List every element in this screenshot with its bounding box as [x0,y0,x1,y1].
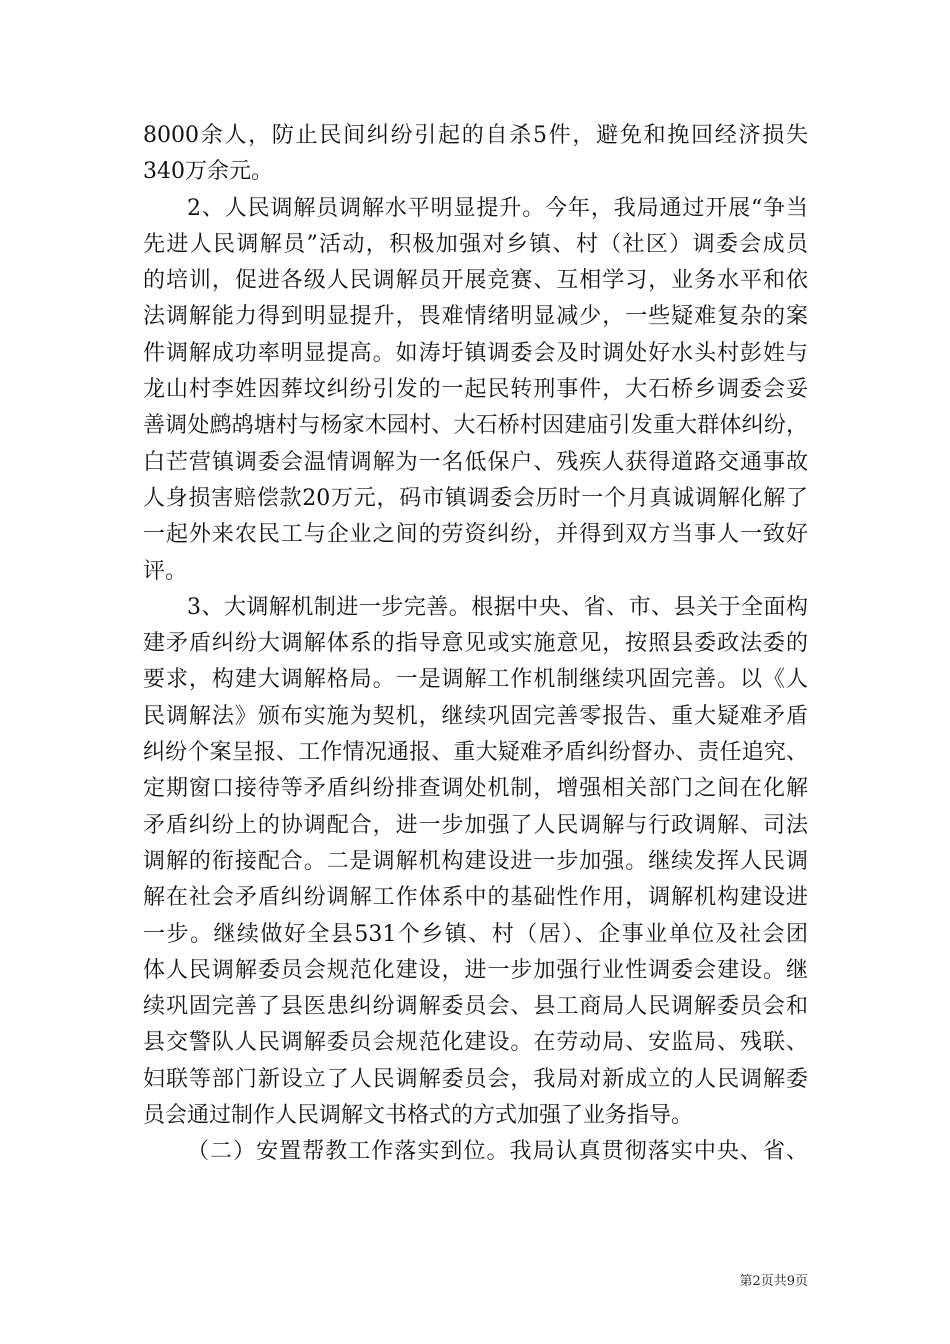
text-line: 一步。继续做好全县531个乡镇、村（居）、企事业单位及社会团 [143,921,808,947]
text-line: （二）安置帮教工作落实到位。我局认真贯彻落实中央、省、 [187,1139,808,1165]
text-line: 先进人民调解员”活动，积极加强对乡镇、村（社区）调委会成员 [143,231,808,257]
text-line: 善调处鹧鸪塘村与杨家木园村、大石桥村因建庙引发重大群体纠纷， [143,413,808,439]
document-body [143,118,808,1171]
text-line: 8000余人，防止民间纠纷引起的自杀5件，避免和挽回经济损失 [143,123,808,148]
text-line: 员会通过制作人民调解文书格式的方式加强了业务指导。 [143,1103,694,1129]
text-line: 矛盾纠纷上的协调配合，进一步加强了人民调解与行政调解、司法 [143,812,808,838]
text-line: 解在社会矛盾纠纷调解工作体系中的基础性作用，调解机构建设进 [143,885,808,911]
text-line: 定期窗口接待等矛盾纠纷排查调处机制，增强相关部门之间在化解 [143,776,808,802]
text-line: 龙山村李姓因葬坟纠纷引发的一起民转刑事件，大石桥乡调委会妥 [143,377,808,403]
text-line: 340万余元。 [143,159,273,185]
text-line: 民调解法》颁布实施为契机，继续巩固完善零报告、重大疑难矛盾 [143,703,808,729]
text-line: 妇联等部门新设立了人民调解委员会，我局对新成立的人民调解委 [143,1066,808,1092]
text-line: 评。 [143,558,188,584]
text-line: 人身损害赔偿款20万元，码市镇调委会历时一个月真诚调解化解了 [143,485,808,511]
text-line: 建矛盾纠纷大调解体系的指导意见或实施意见，按照县委政法委的 [143,631,808,657]
text-line: 纠纷个案呈报、工作情况通报、重大疑难矛盾纠纷督办、责任追究、 [143,740,808,766]
page-number: 第2页共9页 [739,1274,808,1289]
text-line: 一起外来农民工与企业之间的劳资纠纷，并得到双方当事人一致好 [143,522,808,548]
text-line: 要求，构建大调解格局。一是调解工作机制继续巩固完善。以《人 [143,667,808,693]
text-line: 续巩固完善了县医患纠纷调解委员会、县工商局人民调解委员会和 [143,994,808,1020]
text-line: 调解的衔接配合。二是调解机构建设进一步加强。继续发挥人民调 [143,848,808,874]
text-line: 的培训，促进各级人民调解员开展竞赛、互相学习，业务水平和依 [143,268,808,294]
text-line: 件调解成功率明显提高。如涛圩镇调委会及时调处好水头村彭姓与 [143,340,808,366]
text-line: 县交警队人民调解委员会规范化建设。在劳动局、安监局、残联、 [143,1030,808,1056]
text-line: 体人民调解委员会规范化建设，进一步加强行业性调委会建设。继 [143,957,808,983]
text-line: 法调解能力得到明显提升，畏难情绪明显减少，一些疑难复杂的案 [143,304,808,330]
text-line: 3、大调解机制进一步完善。根据中央、省、市、县关于全面构 [187,594,808,620]
text-line: 2、人民调解员调解水平明显提升。今年，我局通过开展“争当 [187,195,808,221]
text-line: 白芒营镇调委会温情调解为一名低保户、残疾人获得道路交通事故 [143,449,808,475]
